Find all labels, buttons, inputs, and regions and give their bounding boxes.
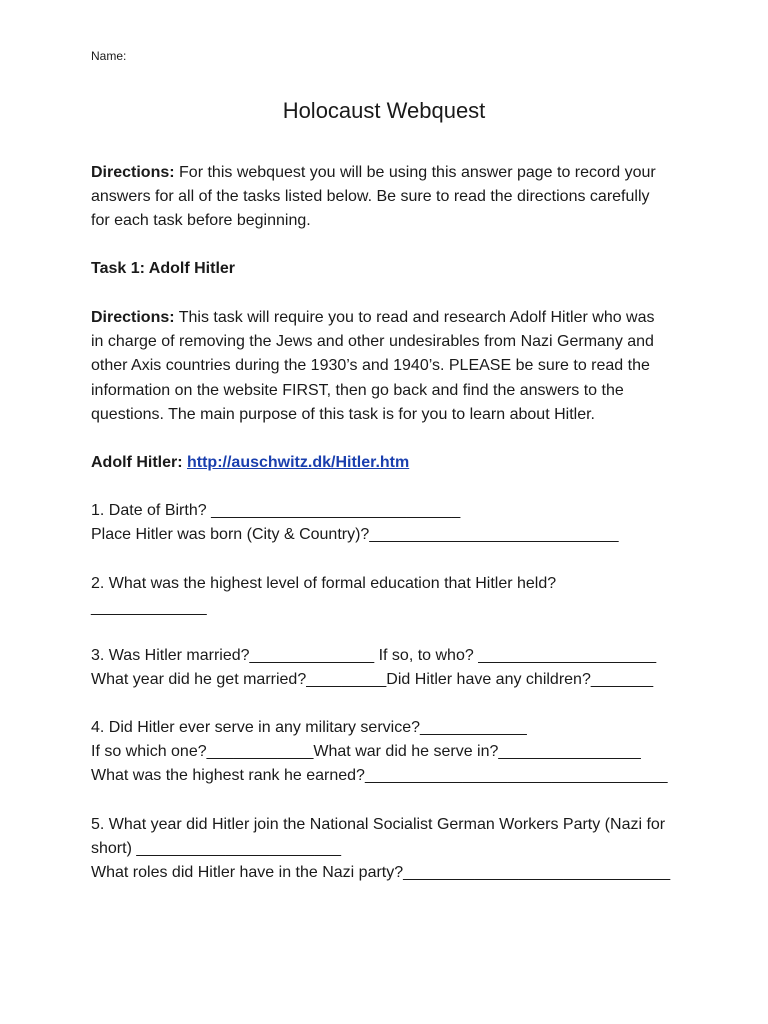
question-line: If so which one?____________What war did he serve in?________________ (91, 743, 641, 761)
question-line: _____________ (91, 599, 207, 617)
resource-label: Adolf Hitler: (91, 454, 187, 471)
intro-directions (91, 161, 691, 234)
page-title: Holocaust Webquest (282, 98, 486, 123)
intro-directions-label: Directions: (91, 164, 175, 181)
question-line: What year did he get married?_________Did Hitler have any children?_______ (91, 671, 654, 689)
task1-directions-line: information on the website FIRST, then go back and find the answers to the (91, 381, 624, 399)
question-line: 4. Did Hitler ever serve in any military service?____________ (91, 719, 527, 736)
task1-directions-line: other Axis countries during the 1930’s and 1940’s. PLEASE be sure to read the (91, 357, 650, 375)
resource-line (91, 451, 691, 475)
question-line: What roles did Hitler have in the Nazi party?______________________________ (91, 864, 671, 882)
question-line: Place Hitler was born (City & Country)?____________________________ (91, 526, 619, 544)
question-line: 2. What was the highest level of formal education that Hitler held? (91, 575, 557, 592)
question-1 (91, 499, 691, 547)
task1-directions (91, 306, 691, 427)
question-5 (91, 813, 691, 886)
intro-line: answers for all of the tasks listed below. Be sure to read the directions carefully (91, 188, 650, 206)
question-line: What was the highest rank he earned?__________________________________ (91, 767, 668, 785)
question-2 (91, 572, 691, 620)
resource-link[interactable]: http://auschwitz.dk/Hitler.htm (187, 454, 410, 471)
question-line: 5. What year did Hitler join the National Socialist German Workers Party (Nazi for (91, 816, 666, 833)
question-line: short) _______________________ (91, 840, 342, 858)
task1-directions-label: Directions: (91, 309, 175, 326)
task1-heading: Task 1: Adolf Hitler (91, 260, 236, 277)
question-line: 3. Was Hitler married?______________ If so, to who? ____________________ (91, 647, 657, 664)
task1-directions-line: questions. The main purpose of this task is for you to learn about Hitler. (91, 405, 595, 423)
question-4 (91, 716, 691, 789)
question-3 (91, 644, 691, 692)
task1-directions-line: in charge of removing the Jews and other undesirables from Nazi Germany and (91, 333, 654, 351)
task1-directions-line: This task will require you to read and research Adolf Hitler who was (174, 309, 655, 326)
intro-line: For this webquest you will be using this answer page to record your (174, 164, 656, 181)
intro-line: for each task before beginning. (91, 212, 311, 230)
name-label: Name: (91, 49, 127, 63)
question-line: 1. Date of Birth? ____________________________ (91, 502, 461, 519)
